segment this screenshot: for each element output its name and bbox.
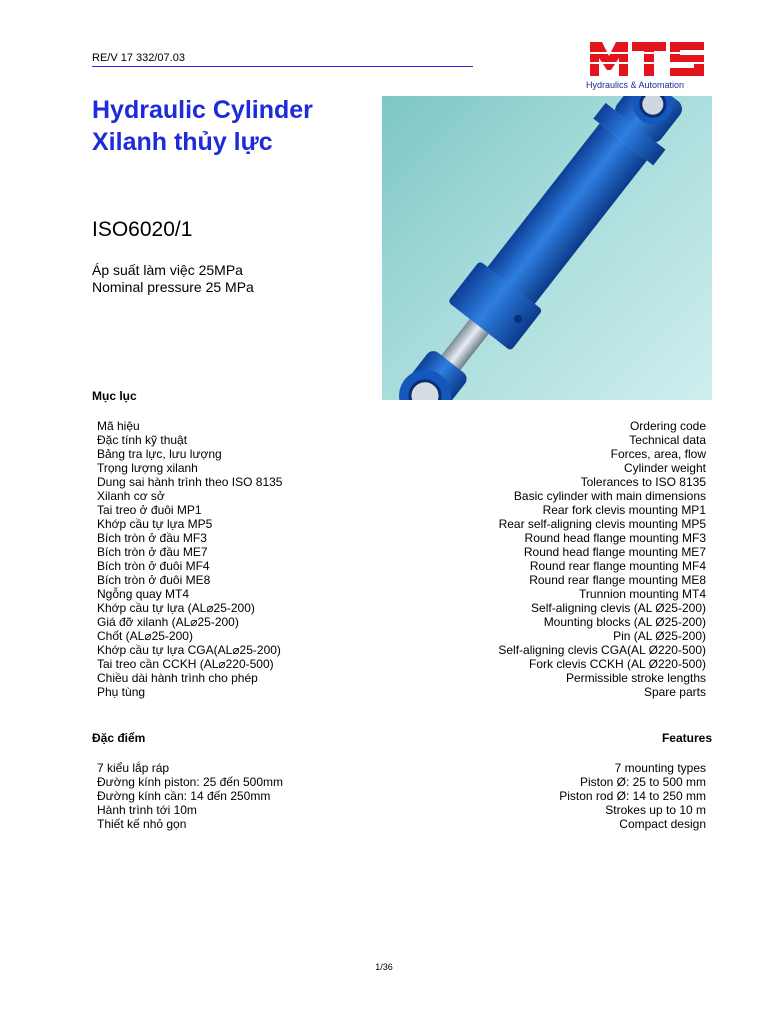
- item-vi: Khớp cầu tự lựa (AL⌀25-200): [97, 601, 255, 615]
- list-item: [97, 503, 706, 517]
- item-vi: Khớp cầu tự lựa MP5: [97, 517, 213, 531]
- list-item: [97, 447, 706, 461]
- header-rule: [92, 66, 473, 67]
- list-item: [97, 559, 706, 573]
- list-item: [97, 461, 706, 475]
- item-vi: Bích tròn ở đuôi MF4: [97, 559, 210, 573]
- list-item: [97, 545, 706, 559]
- list-item: [97, 629, 706, 643]
- item-en: Spare parts: [643, 685, 706, 699]
- feature-en: 7 mounting types: [614, 761, 706, 775]
- feature-vi: 7 kiểu lắp ráp: [97, 761, 170, 775]
- list-item: [97, 685, 706, 699]
- title-vietnamese: Xilanh thủy lực: [92, 128, 273, 156]
- list-item: [97, 587, 706, 601]
- item-vi: Giá đỡ xilanh (AL⌀25-200): [97, 615, 239, 629]
- item-en: Forces, area, flow: [610, 447, 706, 461]
- item-vi: Bích tròn ở đầu MF3: [97, 531, 207, 545]
- item-vi: Ngỗng quay MT4: [97, 587, 190, 601]
- item-en: Tolerances to ISO 8135: [580, 475, 706, 489]
- item-en: Basic cylinder with main dimensions: [513, 489, 706, 503]
- mts-logo: [588, 38, 706, 92]
- item-en: Pin (AL Ø25-200): [613, 629, 706, 643]
- item-en: Fork clevis CCKH (AL Ø220-500): [529, 657, 706, 671]
- item-en: Self-aligning clevis (AL Ø25-200): [531, 601, 706, 615]
- feature-vi: Đường kính cần: 14 đến 250mm: [97, 789, 271, 803]
- item-vi: Dung sai hành trình theo ISO 8135: [97, 475, 283, 489]
- standard-code: ISO6020/1: [92, 218, 193, 241]
- item-vi: Tai treo cần CCKH (AL⌀220-500): [97, 657, 274, 671]
- item-vi: Phụ tùng: [97, 685, 146, 699]
- logo-subtitle: Hydraulics & Automation: [586, 80, 685, 90]
- pressure-english: Nominal pressure 25 MPa: [92, 279, 254, 295]
- list-item: [97, 489, 706, 503]
- item-en: Trunnion mounting MT4: [579, 587, 706, 601]
- item-en: Rear self-aligning clevis mounting MP5: [498, 517, 706, 531]
- list-item: [97, 817, 706, 831]
- item-vi: Mã hiệu: [97, 419, 140, 433]
- mts-logo-mark: [588, 38, 706, 80]
- item-en: Self-aligning clevis CGA(AL Ø220-500): [498, 643, 706, 657]
- item-vi: Tai treo ở đuôi MP1: [97, 503, 202, 517]
- list-item: [97, 657, 706, 671]
- list-item: [97, 671, 706, 685]
- list-item: [97, 643, 706, 657]
- features-heading-vi: Đặc điểm: [92, 731, 146, 745]
- contents-list: [97, 419, 706, 699]
- item-vi: Bảng tra lực, lưu lượng: [97, 447, 222, 461]
- item-en: Technical data: [629, 433, 706, 447]
- item-en: Cylinder weight: [623, 461, 706, 475]
- item-vi: Xilanh cơ sở: [97, 489, 165, 503]
- list-item: [97, 775, 706, 789]
- item-en: Round head flange mounting ME7: [523, 545, 706, 559]
- feature-vi: Thiết kế nhỏ gọn: [97, 817, 187, 831]
- contents-heading: Mục lục: [92, 389, 137, 403]
- item-en: Round head flange mounting MF3: [524, 531, 706, 545]
- list-item: [97, 419, 706, 433]
- feature-vi: Đường kính piston: 25 đến 500mm: [97, 775, 284, 789]
- hydraulic-cylinder-illustration: [382, 96, 712, 400]
- item-vi: Khớp cầu tự lựa CGA(AL⌀25-200): [97, 643, 281, 657]
- item-en: Round rear flange mounting MF4: [529, 559, 706, 573]
- item-vi: Trọng lượng xilanh: [97, 461, 198, 475]
- item-vi: Bích tròn ở đuôi ME8: [97, 573, 211, 587]
- item-vi: Chiều dài hành trình cho phép: [97, 671, 258, 685]
- item-en: Round rear flange mounting ME8: [529, 573, 706, 587]
- item-en: Mounting blocks (AL Ø25-200): [543, 615, 706, 629]
- item-en: Rear fork clevis mounting MP1: [542, 503, 706, 517]
- list-item: [97, 601, 706, 615]
- item-vi: Đặc tính kỹ thuật: [97, 433, 188, 447]
- list-item: [97, 475, 706, 489]
- list-item: [97, 789, 706, 803]
- feature-en: Compact design: [619, 817, 706, 831]
- list-item: [97, 433, 706, 447]
- feature-en: Piston Ø: 25 to 500 mm: [579, 775, 706, 789]
- cylinder-photo: [382, 96, 712, 400]
- feature-en: Piston rod Ø: 14 to 250 mm: [559, 789, 706, 803]
- document-reference: RE/V 17 332/07.03: [92, 52, 185, 64]
- item-en: Permissible stroke lengths: [565, 671, 706, 685]
- page-number: 1/36: [375, 962, 393, 972]
- list-item: [97, 573, 706, 587]
- feature-en: Strokes up to 10 m: [605, 803, 706, 817]
- pressure-vietnamese: Áp suất làm việc 25MPa: [92, 262, 243, 278]
- item-vi: Bích tròn ở đầu ME7: [97, 545, 208, 559]
- list-item: [97, 531, 706, 545]
- list-item: [97, 615, 706, 629]
- title-english: Hydraulic Cylinder: [92, 96, 313, 124]
- list-item: [97, 803, 706, 817]
- list-item: [97, 761, 706, 775]
- feature-vi: Hành trình tới 10m: [97, 803, 197, 817]
- item-vi: Chốt (AL⌀25-200): [97, 629, 193, 643]
- features-heading-en: Features: [661, 731, 712, 745]
- features-list: [97, 761, 706, 831]
- item-en: Ordering code: [629, 419, 706, 433]
- list-item: [97, 517, 706, 531]
